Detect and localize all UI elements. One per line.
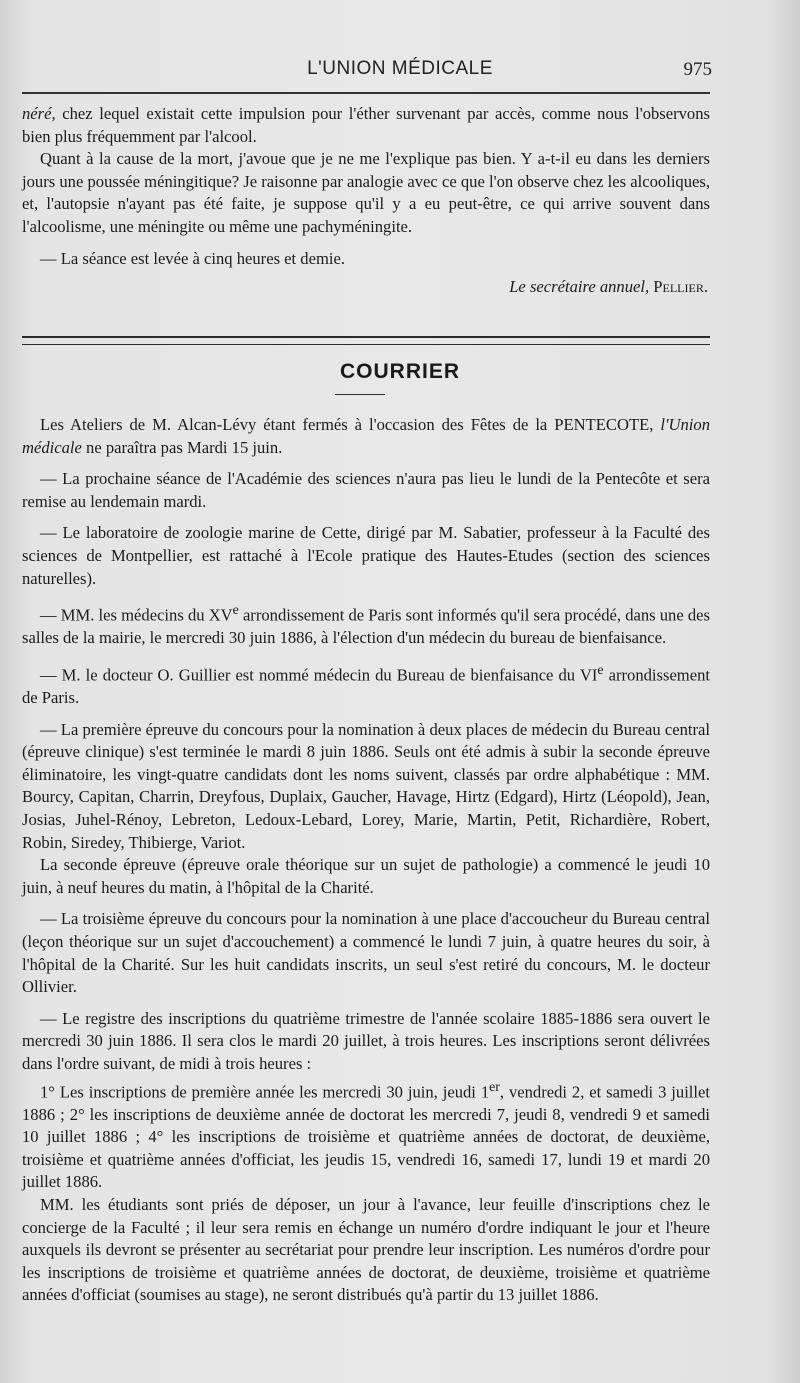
session-closing: — La séance est levée à cinq heures et demie. [40, 248, 345, 268]
appointment-paragraph [22, 659, 710, 710]
appointment-text-b: arrondissement de Paris. [22, 665, 710, 707]
intro-italic-fragment: néré, [22, 104, 56, 123]
previous-article-end [22, 103, 710, 299]
courrier-body [22, 414, 710, 1307]
intro-paragraph-1-text: chez lequel existait cette impulsion pour l'éther survenant par accès, comme nous l'observons bien plus fréquemment par l'alcool. [22, 104, 710, 146]
election-text-a: — MM. les médecins du XV [40, 605, 233, 625]
header-rule [22, 92, 710, 94]
schedule-text-a: 1° Les inscriptions de première année les mercredi 30 juin, jeudi 1 [40, 1082, 490, 1102]
journal-name: l'Union médicale [22, 415, 710, 457]
title-underline [335, 394, 385, 395]
election-text-b: arrondissement de Paris sont informés qu'il sera procédé, dans une des salles de la mairie, le mercredi 30 juin 1886, à l'élection d'un médecin du bureau de bienfaisance. [22, 605, 710, 648]
intro-paragraph-1 [22, 103, 710, 148]
signature [22, 276, 710, 299]
page-number: 975 [683, 59, 712, 80]
page-header [0, 58, 800, 88]
appointment-sup: e [597, 661, 604, 677]
academy-paragraph: — La prochaine séance de l'Académie des sciences n'aura pas lieu le lundi de la Pentecôte et sera remise au lendemain mardi. [22, 469, 710, 511]
notice-text-b: ne paraîtra pas Mardi 15 juin. [81, 437, 283, 457]
intro-paragraph-2: Quant à la cause de la mort, j'avoue que je ne me l'explique pas bien. Y a-t-il eu dans les derniers jours une poussée méningitique? Je raisonne par analogie avec ce que l'on observe chez les alcooliques, et, l'autopsie n'ayant pas été faite, je suppose qu'il y a eu peut-être, ce qui arrive souvent dans l'alcoolisme, une méningite ou même une pachyméningite. [22, 149, 710, 236]
appointment-text-a: — M. le docteur O. Guillier est nommé médecin du Bureau de bienfaisance du VI [40, 665, 598, 685]
second-epreuve-paragraph: La seconde épreuve (épreuve orale théorique sur un sujet de pathologie) a commencé le jeudi 10 juin, à neuf heures du matin, à l'hôpital de la Charité. [22, 855, 710, 897]
election-paragraph [22, 599, 710, 650]
election-sup: e [232, 602, 239, 618]
notice-paragraph [22, 414, 710, 459]
running-title: L'UNION MÉDICALE [307, 58, 493, 79]
notice-text-a: Les Ateliers de M. Alcan-Lévy étant fermés à l'occasion des Fêtes de la PENTECOTE, [40, 415, 661, 434]
concours-accoucheur-paragraph: — La troisième épreuve du concours pour la nomination à une place d'accoucheur du Bureau central (leçon théorique sur un sujet d'accouchement) a commencé le lundi 7 juin, à quatre heures du soir, à l'hôpital de la Charité. Sur les huit candidats inscrits, un seul s'est retiré du concours, M. le docteur Ollivier. [22, 909, 710, 997]
laboratory-paragraph: — Le laboratoire de zoologie marine de Cette, dirigé par M. Sabatier, professeur à la Faculté des sciences de Montpellier, est rattaché à l'Ecole pratique des Hautes-Etudes (section des sciences naturelles). [22, 523, 710, 588]
inscriptions-register-paragraph: — Le registre des inscriptions du quatrième trimestre de l'année scolaire 1885-1886 sera ouvert le mercredi 30 juin 1886. Il sera clos le mardi 20 juillet, à trois heures. Les inscriptions seront délivrées dans l'ordre suivant, de midi à trois heures : [22, 1008, 710, 1073]
schedule-text-b: , vendredi 2, et samedi 3 juillet 1886 ; 2° les inscriptions de deuxième année de doctorat les mercredi 7, jeudi 8, vendredi 9 et samedi 10 juillet 1886 ; 4° les inscriptions de troisième et quatrième années de doctorat, de deuxième, troisième et quatrième années d'officiat, les jeudis 15, vendredi 16, samedi 17, lundi 19 et mardi 20 juillet 1886. [22, 1082, 710, 1192]
concours-medecin-paragraph: — La première épreuve du concours pour la nomination à deux places de médecin du Bureau central (épreuve clinique) s'est terminée le mardi 8 juin 1886. Seuls ont été admis à subir la seconde épreuve éliminatoire, les vingt-quatre candidats dont les noms suivent, classés par ordre alphabétique : MM. Bourcy, Capitan, Charrin, Dreyfous, Duplaix, Gaucher, Havage, Hirtz (Edgard), Hirtz (Léopold), Jean, Josias, Juhel-Rénoy, Lebreton, Ledoux-Lebard, Lorey, Marie, Martin, Petit, Richardière, Robert, Robin, Siredey, Thibierge, Variot. [22, 719, 710, 852]
section-divider [22, 336, 710, 345]
signature-name: Pellier. [653, 277, 708, 297]
students-instructions-paragraph: MM. les étudiants sont priés de déposer, un jour à l'avance, leur feuille d'inscriptions chez le concierge de la Faculté ; il leur sera remis en échange un numéro d'ordre indiquant le jour et l'heure auxquels ils devront se présenter au secrétariat pour prendre leur inscription. Les numéros d'ordre pour les inscriptions de troisième et quatrième années de doctorat, de deuxième, troisième et quatrième années d'officiat (soumises au stage), ne seront distribués qu'à partir du 13 juillet 1886. [22, 1195, 710, 1305]
schedule-sup: er [489, 1078, 500, 1094]
signature-role: Le secrétaire annuel, [509, 277, 650, 297]
section-title: COURRIER [339, 360, 460, 383]
inscriptions-schedule-paragraph [22, 1076, 710, 1195]
